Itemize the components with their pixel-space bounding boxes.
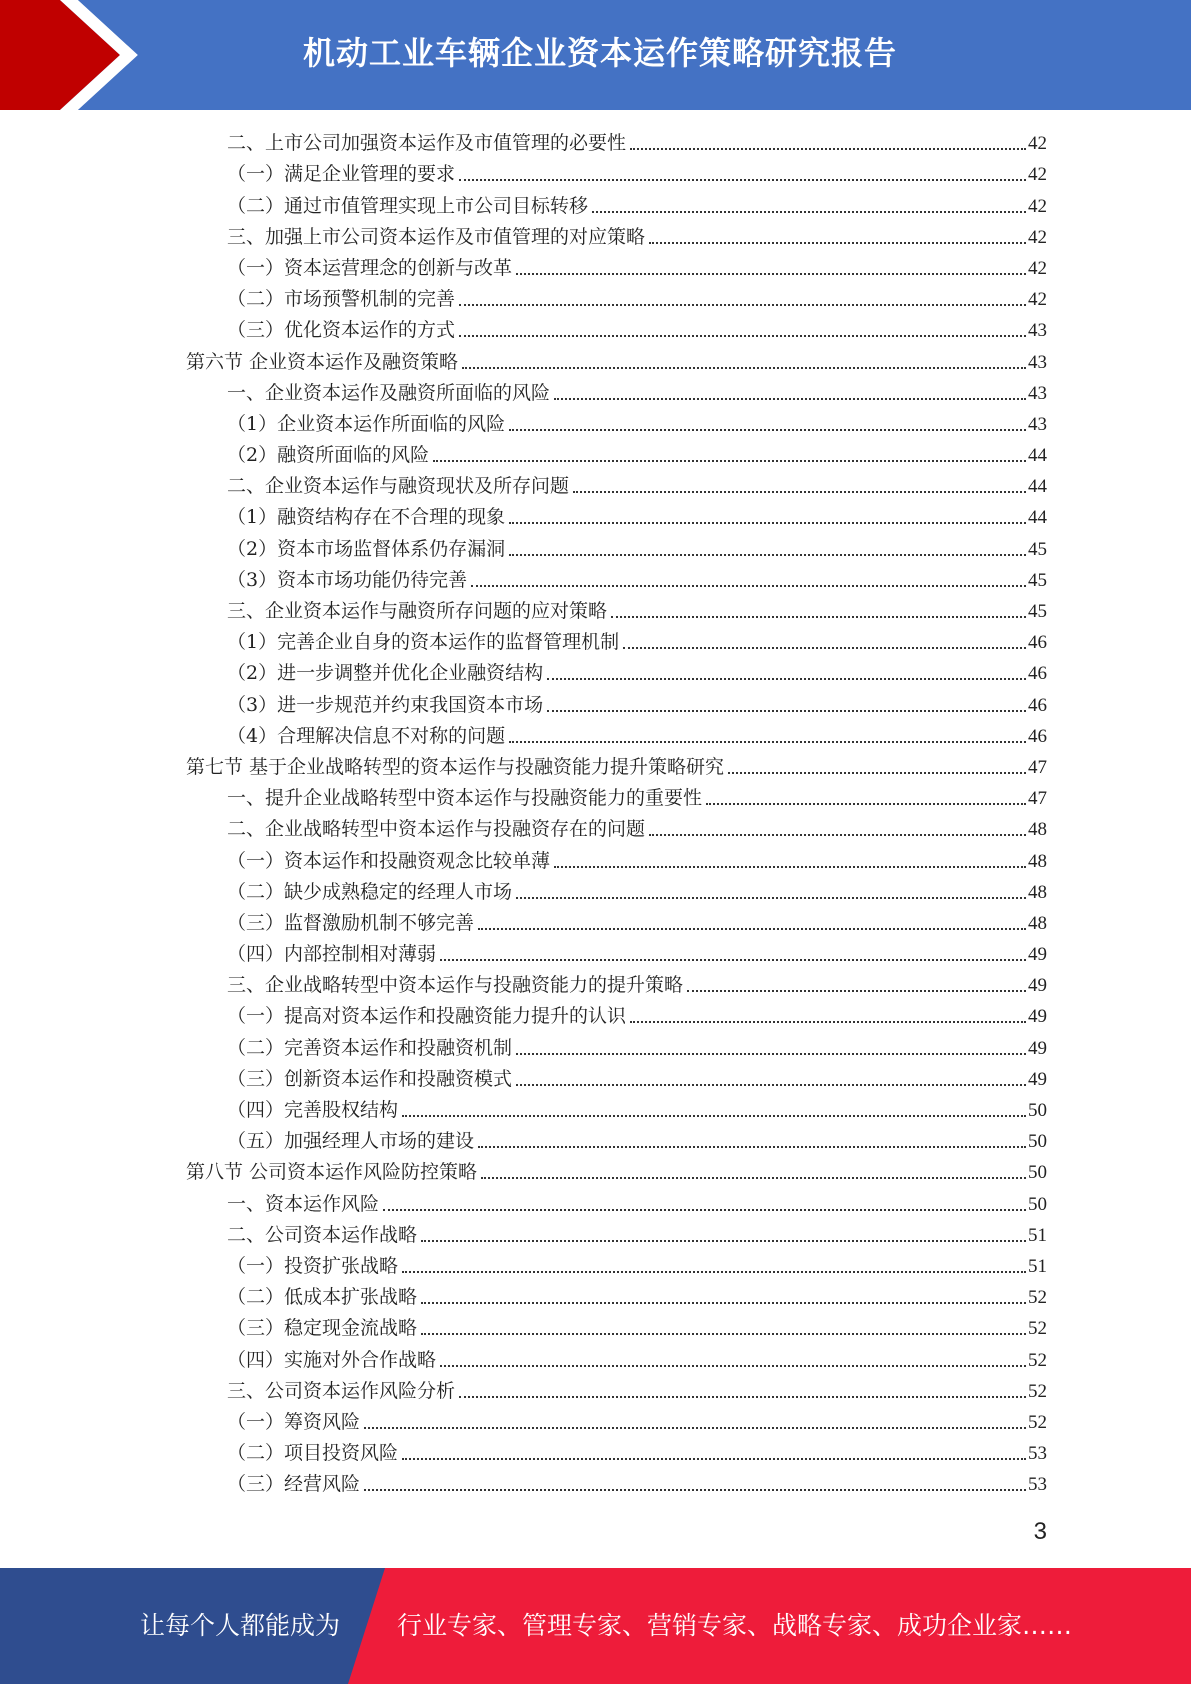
toc-entry-page: 52 xyxy=(1028,1411,1047,1433)
toc-dot-leader xyxy=(440,959,1026,961)
toc-entry-label: （三）经营风险 xyxy=(227,1473,361,1496)
toc-entry-page: 46 xyxy=(1028,663,1047,685)
toc-entry-label: （三）监督激励机制不够完善 xyxy=(227,911,475,934)
toc-entry-page: 51 xyxy=(1028,1255,1047,1277)
toc-entry-page: 49 xyxy=(1028,1006,1047,1028)
toc-entry[interactable] xyxy=(0,564,1191,595)
toc-dot-leader xyxy=(364,1427,1026,1429)
toc-dot-leader xyxy=(364,1489,1026,1491)
toc-entry[interactable] xyxy=(0,314,1191,345)
toc-dot-leader xyxy=(478,1146,1026,1148)
toc-entry-page: 49 xyxy=(1028,944,1047,966)
toc-dot-leader xyxy=(728,772,1026,774)
toc-entry-page: 46 xyxy=(1028,632,1047,654)
toc-entry[interactable] xyxy=(0,813,1191,844)
toc-entry-label: 一、企业资本运作及融资所面临的风险 xyxy=(227,381,551,404)
toc-entry[interactable] xyxy=(0,1219,1191,1250)
toc-entry-page: 48 xyxy=(1028,850,1047,872)
toc-entry[interactable] xyxy=(0,595,1191,626)
toc-dot-leader xyxy=(547,710,1026,712)
toc-entry[interactable] xyxy=(0,1468,1191,1499)
toc-entry-page: 44 xyxy=(1028,507,1047,529)
toc-dot-leader xyxy=(383,1209,1026,1211)
toc-entry-page: 50 xyxy=(1028,1162,1047,1184)
toc-entry-page: 42 xyxy=(1028,133,1047,155)
toc-dot-leader xyxy=(402,1115,1026,1117)
toc-entry-label: （一）资本运作和投融资观念比较单薄 xyxy=(227,849,551,872)
toc-dot-leader xyxy=(459,1396,1026,1398)
toc-entry-page: 45 xyxy=(1028,569,1047,591)
toc-entry[interactable] xyxy=(0,1031,1191,1062)
toc-entry[interactable] xyxy=(0,1281,1191,1312)
toc-entry[interactable] xyxy=(0,688,1191,719)
toc-entry-page: 46 xyxy=(1028,725,1047,747)
header-banner xyxy=(0,0,1191,110)
toc-dot-leader xyxy=(630,148,1026,150)
toc-entry[interactable] xyxy=(0,283,1191,314)
toc-entry-label: 三、公司资本运作风险分析 xyxy=(227,1379,456,1402)
toc-entry-page: 50 xyxy=(1028,1100,1047,1121)
toc-entry-label: （五）加强经理人市场的建设 xyxy=(227,1130,475,1153)
toc-dot-leader xyxy=(554,398,1026,400)
toc-entry-label: 二、企业资本运作与融资现状及所存问题 xyxy=(227,475,570,498)
footer-banner xyxy=(0,1568,1191,1684)
toc-dot-leader xyxy=(649,242,1026,244)
toc-entry[interactable] xyxy=(0,345,1191,376)
header-arrow-decoration xyxy=(0,0,150,110)
toc-entry[interactable] xyxy=(0,1094,1191,1125)
toc-entry[interactable] xyxy=(0,720,1191,751)
toc-entry-label: （3）进一步规范并约束我国资本市场 xyxy=(227,693,544,716)
toc-entry[interactable] xyxy=(0,626,1191,657)
toc-entry[interactable] xyxy=(0,221,1191,252)
toc-entry-page: 49 xyxy=(1028,1068,1047,1090)
toc-dot-leader xyxy=(421,1333,1026,1335)
toc-dot-leader xyxy=(516,273,1026,275)
toc-dot-leader xyxy=(471,585,1026,587)
page-number: 3 xyxy=(1033,1518,1047,1545)
toc-entry-label: 三、企业资本运作与融资所存问题的应对策略 xyxy=(227,600,608,622)
toc-entry[interactable] xyxy=(0,189,1191,220)
toc-entry-label: （二）市场预警机制的完善 xyxy=(227,288,456,311)
toc-dot-leader xyxy=(630,1021,1026,1023)
toc-entry-label: （四）内部控制相对薄弱 xyxy=(227,943,437,966)
toc-entry-label: （一）提高对资本运作和投融资能力提升的认识 xyxy=(227,1005,627,1028)
footer-slogan-right: 行业专家、管理专家、营销专家、战略专家、成功企业家…… xyxy=(397,1611,1073,1640)
toc-entry-page: 43 xyxy=(1028,413,1047,435)
toc-entry-page: 47 xyxy=(1028,788,1047,810)
toc-entry-page: 48 xyxy=(1028,912,1047,934)
toc-entry-page: 49 xyxy=(1028,975,1047,997)
toc-dot-leader xyxy=(623,647,1026,649)
toc-entry-page: 48 xyxy=(1028,881,1047,903)
toc-entry-label: 一、提升企业战略转型中资本运作与投融资能力的重要性 xyxy=(227,787,703,810)
toc-entry-page: 43 xyxy=(1028,320,1047,342)
toc-entry-label: （2）融资所面临的风险 xyxy=(227,444,430,467)
toc-entry[interactable] xyxy=(0,1000,1191,1031)
toc-entry-label: （四）实施对外合作战略 xyxy=(227,1348,437,1371)
toc-entry-label: 二、公司资本运作战略 xyxy=(227,1223,418,1246)
toc-dot-leader xyxy=(509,554,1026,556)
toc-entry-label: 二、上市公司加强资本运作及市值管理的必要性 xyxy=(227,132,627,155)
toc-entry-page: 45 xyxy=(1028,601,1047,622)
toc-entry-page: 51 xyxy=(1028,1224,1047,1246)
toc-entry-label: （4）合理解决信息不对称的问题 xyxy=(227,724,506,747)
toc-entry-label: 第六节 企业资本运作及融资策略 xyxy=(186,350,459,373)
toc-entry[interactable] xyxy=(0,1406,1191,1437)
toc-entry-page: 53 xyxy=(1028,1474,1047,1496)
toc-entry[interactable] xyxy=(0,782,1191,813)
toc-dot-leader xyxy=(509,522,1026,524)
toc-entry-page: 43 xyxy=(1028,351,1047,373)
toc-entry[interactable] xyxy=(0,1437,1191,1468)
toc-entry[interactable] xyxy=(0,876,1191,907)
toc-dot-leader xyxy=(547,678,1026,680)
toc-entry[interactable] xyxy=(0,501,1191,532)
toc-entry-page: 44 xyxy=(1028,476,1047,498)
footer-slogan-left: 让每个人都能成为 xyxy=(140,1611,341,1640)
toc-dot-leader xyxy=(573,491,1026,493)
toc-entry-page: 48 xyxy=(1028,819,1047,841)
toc-entry-label: （3）资本市场功能仍待完善 xyxy=(227,568,468,591)
toc-dot-leader xyxy=(509,429,1026,431)
toc-entry-page: 49 xyxy=(1028,1037,1047,1059)
toc-entry-page: 52 xyxy=(1028,1318,1047,1340)
toc-entry-label: 第八节 公司资本运作风险防控策略 xyxy=(186,1161,478,1184)
toc-entry[interactable] xyxy=(0,532,1191,563)
toc-entry-page: 50 xyxy=(1028,1193,1047,1215)
toc-entry[interactable] xyxy=(0,1063,1191,1094)
toc-dot-leader xyxy=(421,1302,1026,1304)
toc-entry[interactable] xyxy=(0,938,1191,969)
toc-entry-page: 42 xyxy=(1028,164,1047,186)
toc-entry-label: 三、加强上市公司资本运作及市值管理的对应策略 xyxy=(227,225,646,248)
toc-entry-label: （二）缺少成熟稳定的经理人市场 xyxy=(227,880,513,903)
toc-entry[interactable] xyxy=(0,657,1191,688)
toc-entry-page: 44 xyxy=(1028,445,1047,467)
toc-entry-label: （1）完善企业自身的资本运作的监督管理机制 xyxy=(227,631,620,654)
table-of-contents xyxy=(0,127,1191,1499)
toc-entry-label: （2）进一步调整并优化企业融资结构 xyxy=(227,662,544,685)
toc-dot-leader xyxy=(516,1053,1026,1055)
toc-entry-page: 50 xyxy=(1028,1131,1047,1153)
toc-entry[interactable] xyxy=(0,1312,1191,1343)
toc-entry[interactable] xyxy=(0,439,1191,470)
toc-dot-leader xyxy=(516,1084,1026,1086)
toc-entry-page: 53 xyxy=(1028,1443,1047,1465)
toc-dot-leader xyxy=(421,1240,1026,1242)
toc-entry-page: 42 xyxy=(1028,195,1047,217)
toc-entry[interactable] xyxy=(0,127,1191,158)
toc-entry[interactable] xyxy=(0,252,1191,283)
toc-entry-label: （三）优化资本运作的方式 xyxy=(227,319,456,342)
toc-dot-leader xyxy=(402,1458,1026,1460)
toc-entry-label: （三）稳定现金流战略 xyxy=(227,1317,418,1340)
toc-entry[interactable] xyxy=(0,1375,1191,1406)
toc-dot-leader xyxy=(402,1271,1026,1273)
toc-entry-label: 二、企业战略转型中资本运作与投融资存在的问题 xyxy=(227,818,646,841)
toc-entry[interactable] xyxy=(0,844,1191,875)
toc-entry-page: 52 xyxy=(1028,1287,1047,1309)
toc-dot-leader xyxy=(611,616,1026,618)
toc-entry-label: （2）资本市场监督体系仍存漏洞 xyxy=(227,537,506,560)
toc-dot-leader xyxy=(481,1177,1026,1179)
toc-entry[interactable] xyxy=(0,969,1191,1000)
toc-dot-leader xyxy=(433,460,1026,462)
toc-entry-label: （一）资本运营理念的创新与改革 xyxy=(227,256,513,279)
toc-dot-leader xyxy=(592,211,1026,213)
toc-entry[interactable] xyxy=(0,907,1191,938)
toc-entry-page: 52 xyxy=(1028,1349,1047,1371)
toc-entry-page: 45 xyxy=(1028,538,1047,560)
toc-dot-leader xyxy=(459,179,1026,181)
toc-dot-leader xyxy=(459,335,1026,337)
toc-dot-leader xyxy=(459,304,1026,306)
toc-entry-page: 42 xyxy=(1028,257,1047,279)
toc-dot-leader xyxy=(462,367,1026,369)
toc-entry-page: 43 xyxy=(1028,382,1047,404)
toc-entry-label: （二）通过市值管理实现上市公司目标转移 xyxy=(227,194,589,217)
toc-entry-label: （二）完善资本运作和投融资机制 xyxy=(227,1036,513,1059)
toc-entry[interactable] xyxy=(0,1343,1191,1374)
toc-dot-leader xyxy=(706,803,1026,805)
toc-entry-label: 三、企业战略转型中资本运作与投融资能力的提升策略 xyxy=(227,974,684,997)
toc-entry-label: （1）企业资本运作所面临的风险 xyxy=(227,412,506,435)
toc-dot-leader xyxy=(554,866,1026,868)
toc-entry-label: （一）满足企业管理的要求 xyxy=(227,163,456,186)
toc-entry-label: （二）低成本扩张战略 xyxy=(227,1286,418,1309)
toc-entry[interactable] xyxy=(0,158,1191,189)
toc-entry-label: （一）筹资风险 xyxy=(227,1410,361,1433)
toc-entry-label: （一）投资扩张战略 xyxy=(227,1254,399,1277)
toc-entry[interactable] xyxy=(0,751,1191,782)
toc-entry-page: 47 xyxy=(1028,756,1047,778)
toc-entry-label: 第七节 基于企业战略转型的资本运作与投融资能力提升策略研究 xyxy=(186,755,725,778)
toc-dot-leader xyxy=(516,897,1026,899)
toc-entry-label: （1）融资结构存在不合理的现象 xyxy=(227,506,506,529)
toc-entry[interactable] xyxy=(0,1250,1191,1281)
toc-entry[interactable] xyxy=(0,470,1191,501)
toc-entry[interactable] xyxy=(0,1187,1191,1218)
toc-dot-leader xyxy=(478,928,1026,930)
toc-entry-page: 46 xyxy=(1028,694,1047,716)
toc-entry[interactable] xyxy=(0,1156,1191,1187)
toc-entry-label: （二）项目投资风险 xyxy=(227,1442,399,1465)
toc-entry-label: 一、资本运作风险 xyxy=(227,1192,380,1215)
toc-entry[interactable] xyxy=(0,377,1191,408)
toc-entry-label: （三）创新资本运作和投融资模式 xyxy=(227,1067,513,1090)
toc-dot-leader xyxy=(509,741,1026,743)
toc-entry-page: 42 xyxy=(1028,289,1047,311)
toc-dot-leader xyxy=(649,834,1026,836)
toc-dot-leader xyxy=(440,1365,1026,1367)
toc-entry-page: 42 xyxy=(1028,226,1047,248)
toc-entry-label: （四）完善股权结构 xyxy=(227,1099,399,1121)
toc-entry-page: 52 xyxy=(1028,1380,1047,1402)
page-title: 机动工业车辆企业资本运作策略研究报告 xyxy=(302,34,897,72)
toc-entry[interactable] xyxy=(0,408,1191,439)
toc-dot-leader xyxy=(687,990,1026,992)
toc-entry[interactable] xyxy=(0,1125,1191,1156)
